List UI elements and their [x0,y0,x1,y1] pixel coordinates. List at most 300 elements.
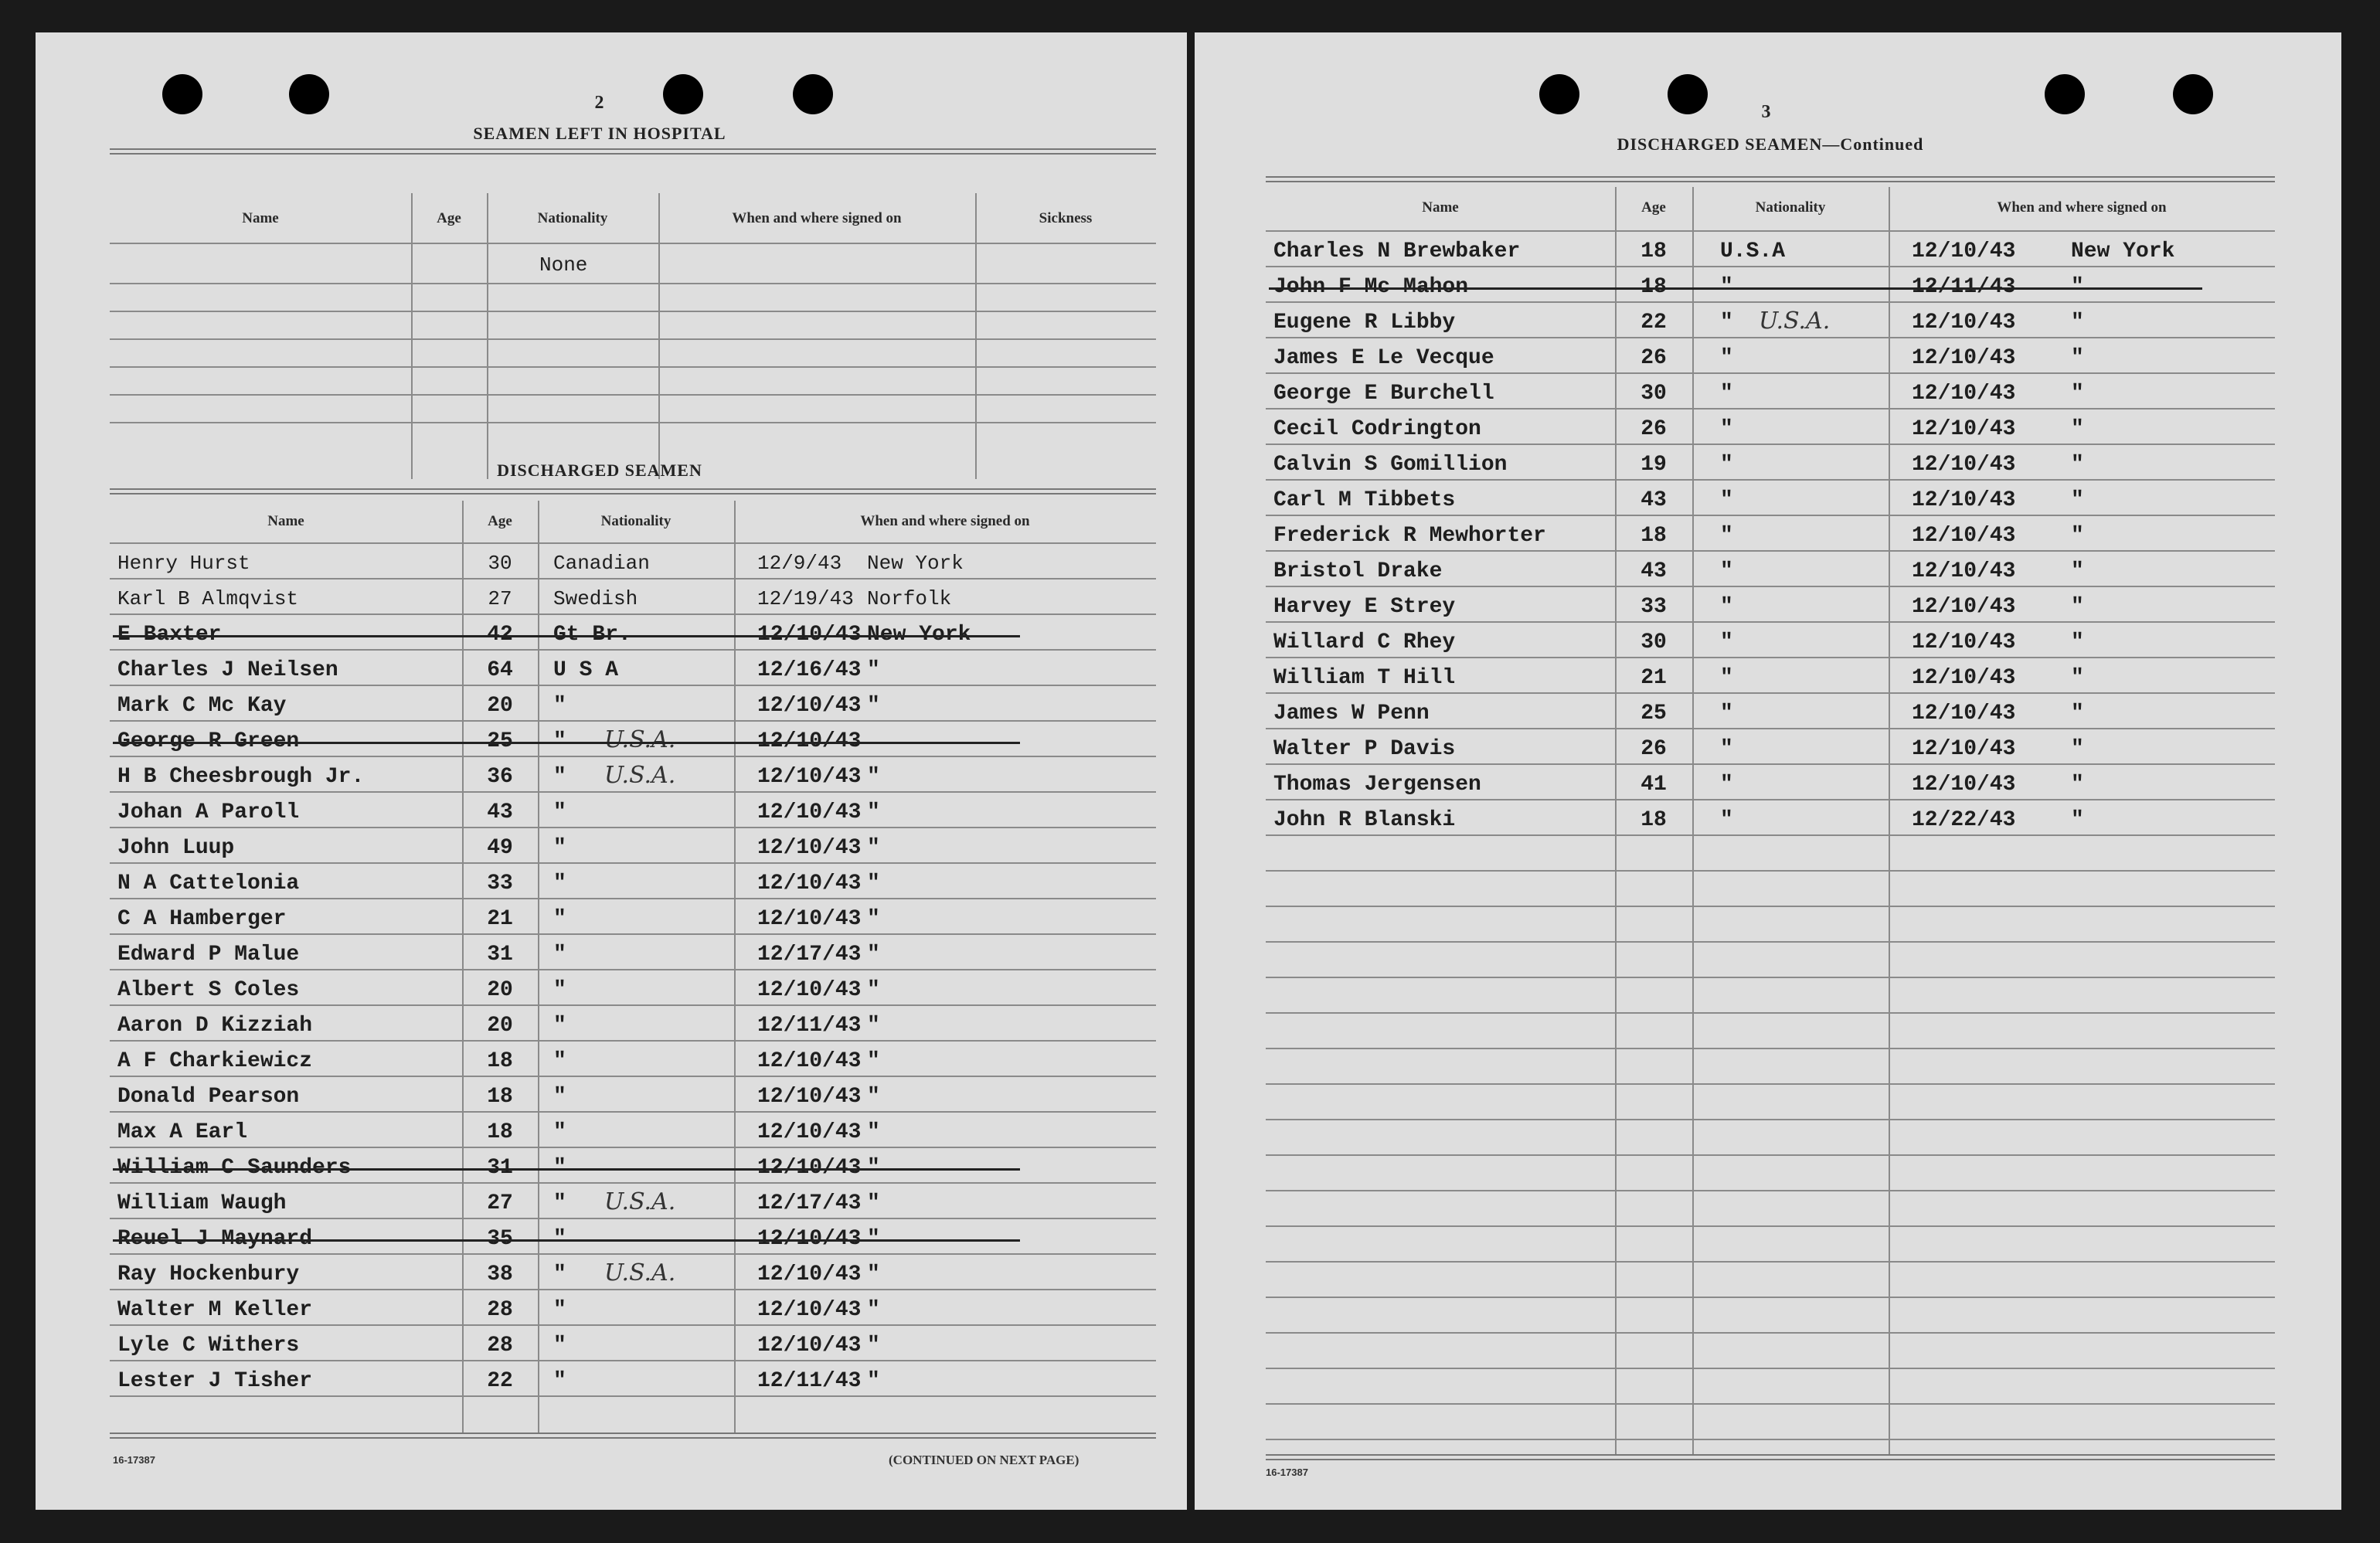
signed-on-date: 12/10/43 [1912,737,2016,761]
signed-on-date: 12/10/43 [1912,488,2016,512]
signed-on-place: " [2071,346,2084,370]
punch-hole [793,74,833,114]
signed-on-date: 12/10/43 [757,1298,862,1322]
seaman-nationality: " [1720,275,1733,299]
signed-on-date: 12/10/43 [1912,702,2016,726]
row-rule [1266,657,2275,658]
seaman-nationality: " [553,1263,566,1286]
row-rule [110,649,1156,651]
row-rule [1266,692,2275,694]
signed-on-place: " [2071,488,2084,512]
seaman-age: 49 [487,836,513,860]
signed-on-date: 12/10/43 [1912,666,2016,690]
signed-on-date: 12/9/43 [757,552,842,575]
seaman-nationality: " [1720,808,1733,832]
rule [1266,176,2275,182]
seaman-age: 26 [1640,346,1667,370]
col-signed: When and where signed on [1997,199,2167,216]
seaman-nationality: " [1720,524,1733,548]
col-nationality: Nationality [600,513,672,529]
signed-on-date: 12/10/43 [1912,382,2016,406]
row-rule [1266,515,2275,516]
punch-hole [2173,74,2213,114]
seaman-nationality: U S A [553,658,619,682]
row-rule [110,394,1156,396]
seaman-name: John F Mc Mahon [1273,275,1469,299]
row-rule [110,1218,1156,1219]
seaman-name: Reuel J Maynard [117,1227,313,1251]
seaman-nationality: " [553,1227,566,1251]
punch-hole [1668,74,1708,114]
seaman-nationality: " [1720,737,1733,761]
seaman-name: H B Cheesbrough Jr. [117,765,365,789]
row-rule [1266,1048,2275,1049]
signed-on-place: " [867,1120,880,1144]
row-rule [110,613,1156,615]
seaman-age: 25 [1640,702,1667,726]
row-rule [1266,1332,2275,1334]
signed-on-place: " [867,872,880,896]
row-rule [1266,1119,2275,1120]
hospital-col-nationality: Nationality [537,210,608,226]
signed-on-place: " [867,1263,880,1286]
seaman-name: James E Le Vecque [1273,346,1494,370]
strike-through-line [1269,287,2202,290]
seaman-name: Carl M Tibbets [1273,488,1456,512]
seaman-nationality: Swedish [553,587,638,610]
signed-on-date: 12/11/43 [757,1369,862,1393]
signed-on-place: New York [867,552,964,575]
seaman-age: 26 [1640,737,1667,761]
seaman-age: 64 [487,658,513,682]
seaman-age: 28 [487,1298,513,1322]
signed-on-place: " [867,943,880,967]
form-number: 16-17387 [113,1454,155,1466]
row-rule [1266,408,2275,410]
seaman-age: 30 [1640,382,1667,406]
signed-on-date: 12/10/43 [757,800,862,824]
handwritten-note: U.S.A. [604,762,676,789]
column-divider [487,193,488,479]
seaman-age: 33 [1640,595,1667,619]
seaman-nationality: " [553,765,566,789]
row-rule [110,862,1156,864]
hospital-col-name: Name [242,210,279,226]
seaman-name: E Baxter [117,623,222,647]
seaman-name: George E Burchell [1273,382,1494,406]
row-rule [1266,1225,2275,1227]
row-rule [110,1324,1156,1326]
signed-on-place: " [867,907,880,931]
signed-on-date: 12/10/43 [757,907,862,931]
seaman-age: 41 [1640,773,1667,797]
seaman-nationality: " [553,943,566,967]
seaman-nationality: " [1720,559,1733,583]
row-rule [110,933,1156,935]
row-rule [110,1253,1156,1255]
seaman-age: 43 [487,800,513,824]
hospital-col-signed: When and where signed on [732,210,902,226]
row-rule [110,1147,1156,1148]
row-rule [1266,1297,2275,1298]
seaman-nationality: " [1720,702,1733,726]
seaman-name: Lyle C Withers [117,1334,300,1358]
seaman-name: Bristol Drake [1273,559,1443,583]
row-rule [110,311,1156,312]
hospital-entry: None [539,253,588,277]
signed-on-date: 12/10/43 [1912,559,2016,583]
page-number: 3 [1761,102,1772,122]
rule [110,1433,1156,1439]
seaman-nationality: " [553,1049,566,1073]
signed-on-place: " [867,1014,880,1038]
seaman-nationality: " [1720,630,1733,654]
row-rule [110,422,1156,423]
signed-on-place: " [867,1085,880,1109]
signed-on-place: New York [867,623,971,647]
row-rule [1266,763,2275,765]
signed-on-date: 12/10/43 [1912,417,2016,441]
signed-on-place: " [867,658,880,682]
seaman-age: 18 [487,1085,513,1109]
row-rule [1266,834,2275,836]
signed-on-date: 12/10/43 [1912,773,2016,797]
header-rule [110,542,1156,544]
signed-on-date: 12/10/43 [757,1334,862,1358]
row-rule [110,1360,1156,1361]
seaman-age: 27 [487,1191,513,1215]
strike-through-line [113,1239,1020,1242]
signed-on-date: 12/10/43 [757,872,862,896]
seaman-age: 27 [488,587,512,610]
seaman-age: 18 [487,1049,513,1073]
signed-on-place: Norfolk [867,587,952,610]
seaman-nationality: " [553,1014,566,1038]
left-page [36,32,1187,1510]
seaman-nationality: " [1720,453,1733,477]
rule [110,488,1156,495]
signed-on-date: 12/17/43 [757,1191,862,1215]
seaman-name: George R Green [117,729,300,753]
rule [110,148,1156,155]
signed-on-date: 12/10/43 [757,1227,862,1251]
row-rule [110,791,1156,793]
header-rule [1266,230,2275,232]
signed-on-date: 12/10/43 [757,729,862,753]
seaman-age: 25 [487,729,513,753]
hospital-col-sickness: Sickness [1039,210,1093,226]
seaman-name: Karl B Almqvist [117,587,299,610]
seaman-age: 20 [487,978,513,1002]
row-rule [110,827,1156,828]
row-rule [1266,728,2275,729]
seaman-name: John Luup [117,836,235,860]
seaman-name: Donald Pearson [117,1085,300,1109]
seaman-age: 35 [487,1227,513,1251]
handwritten-note: U.S.A. [604,1259,676,1286]
seaman-name: Henry Hurst [117,552,250,575]
seaman-nationality: " [553,1120,566,1144]
row-rule [1266,1368,2275,1369]
seaman-name: Eugene R Libby [1273,311,1456,335]
row-rule [110,756,1156,757]
seaman-name: N A Cattelonia [117,872,300,896]
seaman-nationality: " [553,729,566,753]
signed-on-place: " [2071,559,2084,583]
seaman-nationality: " [553,1369,566,1393]
signed-on-date: 12/10/43 [1912,595,2016,619]
seaman-nationality: " [1720,488,1733,512]
page-number: 2 [594,93,605,113]
seaman-nationality: " [1720,382,1733,406]
seaman-name: Charles J Neilsen [117,658,338,682]
seaman-nationality: " [553,694,566,718]
seaman-age: 30 [488,552,512,575]
seaman-name: Cecil Codrington [1273,417,1481,441]
seaman-name: William Waugh [117,1191,287,1215]
seaman-age: 36 [487,765,513,789]
punch-hole [162,74,202,114]
signed-on-place: " [2071,737,2084,761]
seaman-age: 38 [487,1263,513,1286]
seaman-age: 20 [487,694,513,718]
signed-on-date: 12/10/43 [757,978,862,1002]
signed-on-date: 12/19/43 [757,587,854,610]
signed-on-place: " [867,800,880,824]
signed-on-place: " [2071,311,2084,335]
seaman-age: 31 [487,1156,513,1180]
signed-on-date: 12/10/43 [1912,311,2016,335]
signed-on-date: 12/10/43 [757,1049,862,1073]
row-rule [110,283,1156,284]
row-rule [1266,941,2275,943]
signed-on-date: 12/10/43 [1912,346,2016,370]
signed-on-date: 12/11/43 [757,1014,862,1038]
row-rule [110,1289,1156,1290]
seaman-name: Calvin S Gomillion [1273,453,1508,477]
hospital-col-age: Age [437,210,461,226]
seaman-nationality: " [553,1334,566,1358]
signed-on-place: " [867,1049,880,1073]
signed-on-place: " [867,1369,880,1393]
seaman-age: 22 [1640,311,1667,335]
seaman-nationality: Gt Br. [553,623,631,647]
signed-on-date: 12/10/43 [757,1263,862,1286]
row-rule [1266,799,2275,800]
seaman-nationality: " [1720,346,1733,370]
seaman-name: Max A Earl [117,1120,248,1144]
signed-on-place: " [2071,666,2084,690]
hospital-heading: SEAMEN LEFT IN HOSPITAL [473,124,726,143]
row-rule [1266,621,2275,623]
seaman-nationality: " [553,907,566,931]
signed-on-date: 12/22/43 [1912,808,2016,832]
row-rule [1266,337,2275,338]
seaman-name: Mark C Mc Kay [117,694,287,718]
column-divider [411,193,413,479]
signed-on-date: 12/10/43 [1912,240,2016,263]
col-nationality: Nationality [1755,199,1826,216]
col-name: Name [1422,199,1459,216]
seaman-age: 22 [487,1369,513,1393]
seaman-nationality: " [553,800,566,824]
seaman-nationality: " [553,836,566,860]
col-age: Age [488,513,512,529]
signed-on-date: 12/10/43 [757,1120,862,1144]
seaman-age: 31 [487,943,513,967]
seaman-nationality: " [1720,666,1733,690]
row-rule [1266,1190,2275,1191]
seaman-name: Ray Hockenbury [117,1263,300,1286]
seaman-name: William T Hill [1273,666,1456,690]
signed-on-date: 12/17/43 [757,943,862,967]
continued-footer: (CONTINUED ON NEXT PAGE) [889,1453,1080,1467]
right-page [1195,32,2341,1510]
col-name: Name [267,513,304,529]
seaman-name: Aaron D Kizziah [117,1014,313,1038]
seaman-name: James W Penn [1273,702,1430,726]
signed-on-place: " [2071,595,2084,619]
punch-hole [663,74,703,114]
signed-on-date: 12/10/43 [757,765,862,789]
seaman-nationality: " [1720,311,1733,335]
seaman-name: Lester J Tisher [117,1369,313,1393]
signed-on-place: " [867,694,880,718]
col-age: Age [1641,199,1666,216]
row-rule [110,578,1156,579]
seaman-name: John R Blanski [1273,808,1456,832]
column-divider [975,193,977,479]
signed-on-date: 12/10/43 [1912,453,2016,477]
signed-on-place: " [2071,382,2084,406]
row-rule [110,1111,1156,1113]
signed-on-place: " [867,1156,880,1180]
row-rule [1266,266,2275,267]
col-signed: When and where signed on [860,513,1030,529]
row-rule [110,338,1156,340]
seaman-name: Walter P Davis [1273,737,1456,761]
signed-on-place: " [2071,702,2084,726]
seaman-age: 42 [487,623,513,647]
seaman-name: Willard C Rhey [1273,630,1456,654]
row-rule [1266,1083,2275,1085]
row-rule [1266,550,2275,552]
signed-on-date: 12/16/43 [757,658,862,682]
signed-on-place: " [867,1334,880,1358]
seaman-name: Charles N Brewbaker [1273,240,1521,263]
seaman-age: 20 [487,1014,513,1038]
seaman-age: 19 [1640,453,1667,477]
seaman-age: 21 [487,907,513,931]
signed-on-date: 12/10/43 [757,836,862,860]
seaman-age: 28 [487,1334,513,1358]
signed-on-place: " [867,1298,880,1322]
row-rule [1266,1403,2275,1405]
seaman-age: 18 [1640,808,1667,832]
seaman-name: Thomas Jergensen [1273,773,1481,797]
seaman-age: 18 [1640,524,1667,548]
continued-heading: DISCHARGED SEAMEN—Continued [1617,134,1924,154]
column-divider [1692,187,1694,1454]
signed-on-place: " [2071,453,2084,477]
seaman-nationality: " [1720,595,1733,619]
punch-hole [289,74,329,114]
row-rule [110,685,1156,686]
row-rule [110,1182,1156,1184]
signed-on-date: 12/10/43 [757,1156,862,1180]
handwritten-note: U.S.A. [604,1188,676,1215]
seaman-nationality: " [553,1298,566,1322]
discharged-heading: DISCHARGED SEAMEN [497,461,702,480]
seaman-age: 43 [1640,488,1667,512]
column-divider [1889,187,1890,1454]
seaman-nationality: Canadian [553,552,650,575]
row-rule [1266,906,2275,907]
signed-on-place: " [867,1227,880,1251]
row-rule [110,898,1156,899]
row-rule [1266,301,2275,303]
row-rule [1266,479,2275,481]
seaman-nationality: " [553,1191,566,1215]
strike-through-line [113,635,1020,637]
seaman-name: Harvey E Strey [1273,595,1456,619]
seaman-nationality: " [553,978,566,1002]
signed-on-place: New York [2071,240,2175,263]
seaman-age: 33 [487,872,513,896]
signed-on-place: " [867,1191,880,1215]
signed-on-date: 12/10/43 [1912,630,2016,654]
row-rule [110,1004,1156,1006]
seaman-age: 30 [1640,630,1667,654]
seaman-name: Walter M Keller [117,1298,313,1322]
seaman-name: C A Hamberger [117,907,287,931]
seaman-name: Edward P Malue [117,943,300,967]
seaman-name: Frederick R Mewhorter [1273,524,1546,548]
seaman-name: Albert S Coles [117,978,300,1002]
seaman-age: 18 [487,1120,513,1144]
signed-on-place: " [867,978,880,1002]
strike-through-line [113,742,1020,744]
row-rule [1266,1012,2275,1014]
header-rule [110,243,1156,244]
seaman-age: 18 [1640,275,1667,299]
row-rule [110,1076,1156,1077]
signed-on-date: 12/10/43 [757,623,862,647]
seaman-age: 21 [1640,666,1667,690]
column-divider [538,501,539,1433]
row-rule [1266,977,2275,978]
row-rule [1266,1261,2275,1263]
row-rule [1266,586,2275,587]
signed-on-place: " [867,836,880,860]
signed-on-date: 12/11/43 [1912,275,2016,299]
signed-on-place: " [2071,808,2084,832]
signed-on-place: " [2071,275,2084,299]
handwritten-note: U.S.A. [1759,308,1831,335]
row-rule [1266,1439,2275,1440]
signed-on-date: 12/10/43 [757,1085,862,1109]
column-divider [658,193,660,479]
signed-on-place: " [2071,524,2084,548]
punch-hole [2045,74,2085,114]
signed-on-date: 12/10/43 [757,694,862,718]
row-rule [1266,372,2275,374]
signed-on-place: " [867,765,880,789]
row-rule [110,1395,1156,1397]
row-rule [110,366,1156,368]
seaman-age: 26 [1640,417,1667,441]
row-rule [1266,870,2275,872]
